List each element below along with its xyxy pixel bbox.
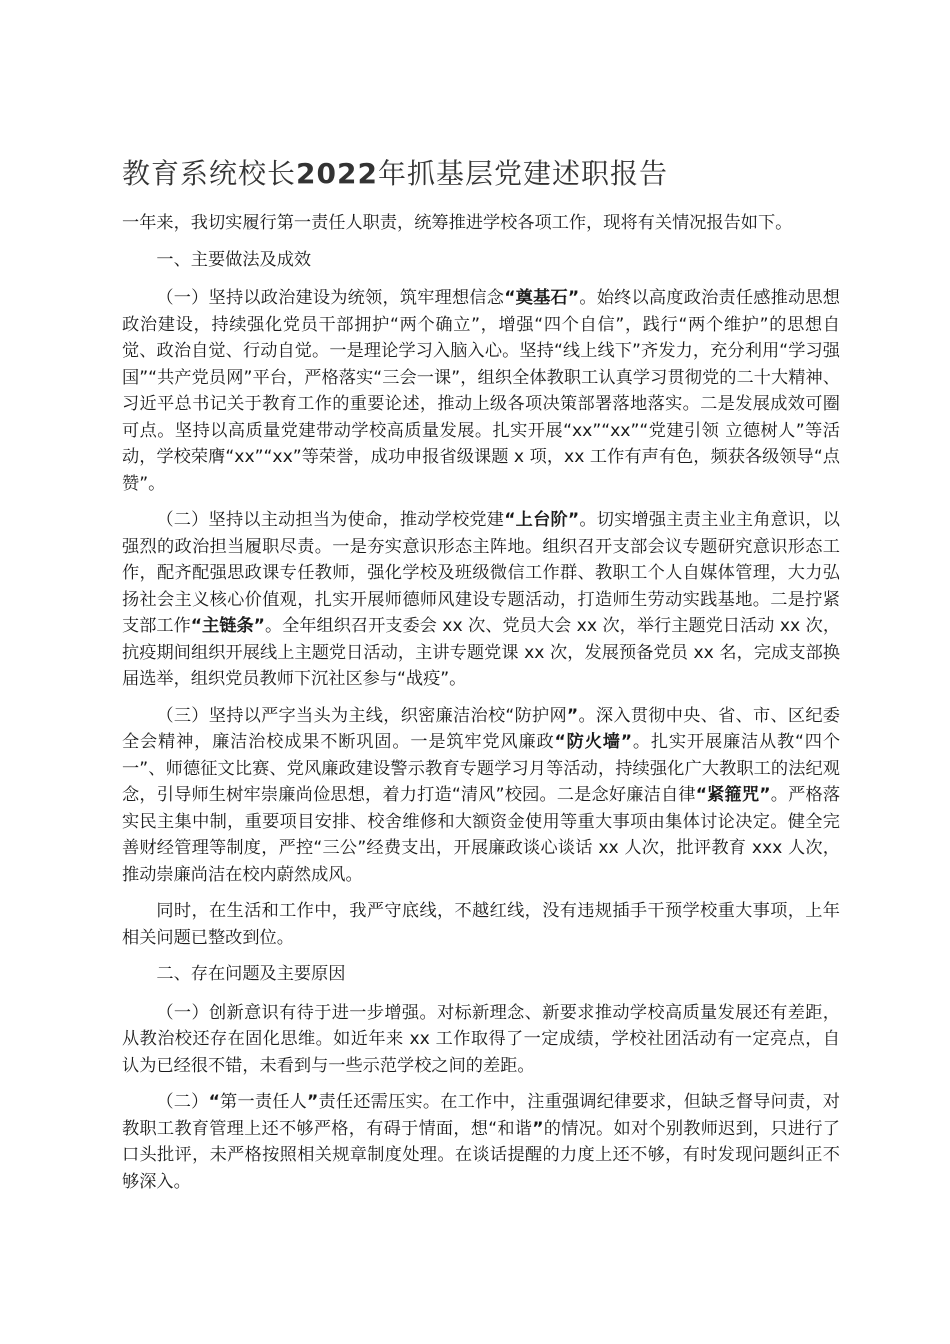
- title-suffix: 年抓基层党建述职报告: [377, 157, 668, 190]
- emphasis: ”: [532, 1118, 544, 1139]
- paragraph-head: （三）坚持以严字当头为主线，织密廉洁治校“防护网: [156, 705, 567, 726]
- title-prefix: 教育系统校长: [122, 157, 297, 190]
- paragraph-responsibility: [122, 507, 840, 693]
- paragraph-innovation: （一）创新意识有待于进一步增强。对标新理念、新要求推动学校高质量发展还有差距，从教治校还存在固化思维。如近年来 xx 工作取得了一定成绩，学校社团活动有一定亮点，自认为已经很不错，未看到与一些示范学校之间的差距。: [122, 1002, 840, 1076]
- emphasis: ”: [307, 1092, 319, 1112]
- paragraph-head: （二）坚持以主动担当为使命，推动学校党建: [156, 510, 505, 530]
- intro-paragraph: 一年来，我切实履行第一责任人职责，统筹推进学校各项工作，现将有关情况报告如下。: [122, 213, 793, 233]
- paragraph-text: 第一责任人: [219, 1092, 308, 1112]
- paragraph-bottom-line: 同时，在生活和工作中，我严守底线，不越红线，没有违规插手干预学校重大事项，上年相关问题已整改到位。: [122, 901, 840, 948]
- emphasis: “紧箍咒”: [695, 785, 771, 805]
- emphasis: ”: [566, 705, 579, 726]
- document-title: [122, 152, 842, 196]
- emphasis: “防火墙”: [554, 732, 633, 752]
- emphasis: “主链条”: [190, 616, 265, 636]
- document-body: [122, 210, 840, 1205]
- paragraph-text: 。切实增强主责主业主角意识，以强烈的政治担当履职尽责。一是夯实意识形态主阵地。组织召开支部会议专题研究意识形态工作，配齐配强思政课专任教师，强化学校及班级微信工作群、教职工个人自媒体管理，大力弘扬社会主义核心价值观，扎实开展师德师风建设专题活动，打造师生劳动实践基地。二是拧紧支部工作: [122, 510, 840, 636]
- title-year: 2022: [296, 157, 378, 190]
- paragraph-text: 的情况。如对个别教师迟到，只进行了口头批评，未严格按照相关规章制度处理。在谈话提醒的力度上还不够，有时发现问题纠正不够深入。: [122, 1118, 840, 1192]
- emphasis: “上台阶”: [504, 510, 580, 530]
- paragraph-text: 。扎实开展廉洁从教“四个一”、师德征文比赛、党风廉政建设警示教育专题学习月等活动，持续强化广大教职工的法纪观念，引导师生树牢崇廉尚俭思想，着力打造“清风”校园。二是念好廉洁自律: [122, 732, 841, 805]
- paragraph-politics: [122, 285, 840, 497]
- paragraph-text: 。严格落实民主集中制，重要项目安排、校舍维修和大额资金使用等重大事项由集体讨论决定。健全完善财经管理等制度，严控“三公”经费支出，开展廉政谈心谈话 xx 人次，批评教育 xxx 人次，推动崇廉尚洁在校内蔚然成风。: [122, 785, 841, 885]
- section-heading-1: 一、主要做法及成效: [156, 249, 312, 270]
- paragraph-text: 。深入贯彻中央、省、市、区纪委全会精神，廉洁治校成果不断巩固。一是筑牢党风廉政: [122, 705, 840, 752]
- paragraph-text: 。始终以高度政治责任感推动思想政治建设，持续强化党员干部拥护“两个确立”，增强“四个自信”，践行“两个维护”的思想自觉、政治自觉、行动自觉。一是理论学习入脑入心。坚持“线上线下”齐发力，充分利用“学习强国”“共产党员网”平台，严格落实“三会一课”，组织全体教职工认真学习贯彻党的二十大精神、习近平总书记关于教育工作的重要论述，推动上级各项决策部署落地落实。二是发展成效可圈可点。坚持以高质量党建带动学校高质量发展。扎实开展“xx”“xx”“党建引领 立德树人”等活动，学校荣膺“xx”“xx”等荣誉，成功申报省级课题 x 项，xx 工作有声有色，频获各级领导“点赞”。: [122, 288, 840, 494]
- paragraph-text: 。全年组织召开支委会 xx 次、党员大会 xx 次，举行主题党日活动 xx 次，抗疫期间组织开展线上主题党日活动，主讲专题党课 xx 次，发展预备党员 xx 名，完成支部换届选举，组织党员教师下沉社区参与“战疫”。: [122, 616, 841, 689]
- section-heading-2: 二、存在问题及主要原因: [156, 964, 346, 984]
- emphasis: “奠基石”: [504, 288, 580, 308]
- paragraph-first-responsible: [122, 1089, 840, 1195]
- paragraph-text: 责任还需压实。在工作中，注重强调纪律要求，但缺乏督导问责，对教职工教育管理上还不够严格，有碍于情面，想“和谐: [122, 1092, 840, 1139]
- emphasis: “: [208, 1092, 220, 1112]
- paragraph-head: （一）坚持以政治建设为统领，筑牢理想信念: [156, 288, 505, 308]
- paragraph-integrity: [122, 703, 840, 889]
- paragraph-lead: （二）: [156, 1092, 209, 1112]
